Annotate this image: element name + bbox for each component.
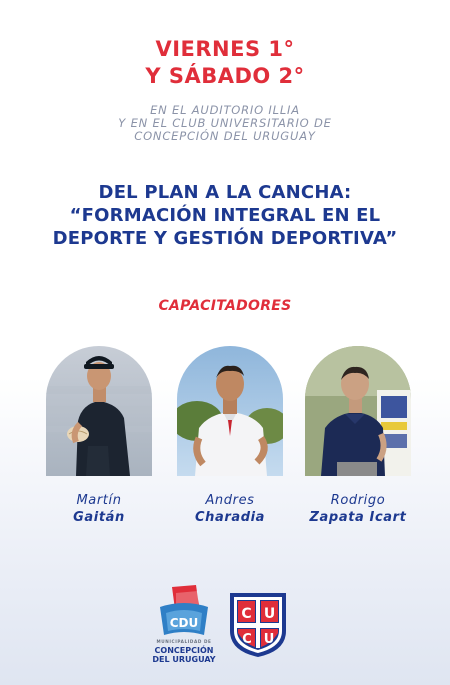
- speaker-photo-zapata-icart: [305, 346, 411, 476]
- speaker-photo-gaitan-image: [46, 346, 152, 476]
- crest-letter-4: U: [263, 632, 275, 647]
- crest-letter-2: U: [263, 606, 276, 622]
- date-line-2: Y SÁBADO 2°: [145, 64, 305, 88]
- date-line-1: VIERNES 1°: [155, 37, 295, 61]
- club-crest-shield: [228, 591, 288, 659]
- municipality-logo-line-2: DEL URUGUAY: [152, 655, 216, 664]
- speaker-first-name: Andres: [205, 493, 255, 508]
- speaker-first-name: Martín: [76, 493, 122, 508]
- speaker-photo-charadia-image: [177, 346, 283, 476]
- crest-letter-1: C: [241, 606, 252, 622]
- venue-line-1: EN EL AUDITORIO ILLIA: [150, 103, 300, 117]
- municipality-logo: [152, 583, 216, 665]
- speaker-photo-zapata-icart-image: [305, 346, 411, 476]
- event-title: [0, 181, 450, 250]
- speakers-heading: CAPACITADORES: [158, 298, 292, 314]
- venue-line-3: CONCEPCIÓN DEL URUGUAY: [134, 129, 316, 143]
- municipality-logo-top-line: MUNICIPALIDAD DE: [156, 639, 212, 644]
- speaker-name-zapata-icart: [288, 492, 428, 526]
- crest-letter-3: C: [242, 632, 252, 647]
- speaker-name-charadia: [160, 492, 300, 526]
- club-crest-logo: [228, 591, 288, 659]
- title-line-1: DEL PLAN A LA CANCHA:: [98, 182, 352, 203]
- speaker-photo-charadia: [177, 346, 283, 476]
- municipality-logo-mark-text: CDU: [169, 616, 199, 630]
- speaker-last-name: Zapata Icart: [309, 510, 407, 525]
- speaker-name-gaitan: [29, 492, 169, 526]
- speaker-photo-gaitan: [46, 346, 152, 476]
- municipality-logo-mark: [152, 583, 216, 639]
- event-dates: [0, 36, 450, 90]
- speaker-first-name: Rodrigo: [330, 493, 386, 508]
- title-line-2: “FORMACIÓN INTEGRAL EN EL: [69, 205, 381, 226]
- municipality-logo-line-1: CONCEPCIÓN: [154, 646, 214, 655]
- venue-line-2: Y EN EL CLUB UNIVERSITARIO DE: [118, 116, 332, 130]
- event-venue: [0, 104, 450, 143]
- speaker-last-name: Gaitán: [73, 510, 125, 525]
- speaker-last-name: Charadia: [194, 510, 266, 525]
- title-line-3: DEPORTE Y GESTIÓN DEPORTIVA”: [52, 228, 398, 249]
